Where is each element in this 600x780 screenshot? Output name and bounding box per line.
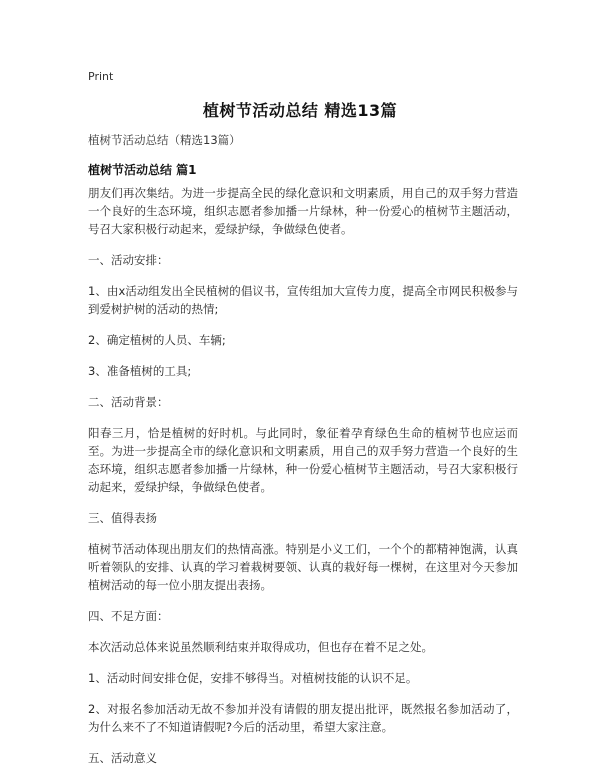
paragraph-shortcoming-2: 2、对报名参加活动无故不参加并没有请假的朋友提出批评，既然报名参加活动了，为什么来不了不知道请假呢?今后的活动里，希望大家注意。 [88, 702, 518, 734]
heading-praise: 三、值得表扬 [88, 511, 157, 525]
paragraph-praise: 植树节活动体现出朋友们的热情高涨。特别是小义工们，一个个的都精神饱满，认真听着领队的安排、认真的学习着栽树要领、认真的栽好每一棵树，在这里对今天参加植树活动的每一位小朋友提出表扬。 [88, 542, 518, 592]
page-title: 植树节活动总结 精选13篇 [202, 101, 398, 120]
paragraph-shortcomings-summary: 本次活动总体来说虽然顺利结束并取得成功，但也存在着不足之处。 [88, 640, 433, 654]
paragraph-shortcoming-1: 1、活动时间安排仓促，安排不够得当。对植树技能的认识不足。 [88, 671, 418, 685]
paragraph-item-2: 2、确定植树的人员、车辆; [88, 333, 226, 347]
document-subtitle: 植树节活动总结（精选13篇） [88, 133, 241, 147]
print-link[interactable]: Print [88, 70, 114, 83]
paragraph-item-1: 1、由x活动组发出全民植树的倡议书，宣传组加大宣传力度，提高全市网民积极参与到爱树护树的活动的热情; [88, 284, 518, 316]
paragraph-intro: 朋友们再次集结。为进一步提高全民的绿化意识和文明素质，用自己的双手努力营造一个良好的生态环境，组织志愿者参加播一片绿林，种一份爱心的植树节主题活动，号召大家积极行动起来，爱绿护绿，争做绿色使者。 [88, 186, 518, 236]
heading-activity-background: 二、活动背景： [88, 395, 169, 409]
heading-significance: 五、活动意义 [88, 751, 157, 765]
heading-shortcomings: 四、不足方面： [88, 609, 169, 623]
paragraph-background: 阳春三月，恰是植树的好时机。与此同时，象征着孕育绿色生命的植树节也应运而至。为进一步提高全市的绿化意识和文明素质，用自己的双手努力营造一个良好的生态环境，组织志愿者参加播一片绿林，种一份爱心植树节主题活动，号召大家积极行动起来，爱绿护绿，争做绿色使者。 [88, 426, 518, 494]
paragraph-item-3: 3、准备植树的工具; [88, 364, 192, 378]
section-heading: 植树节活动总结 篇1 [88, 163, 197, 177]
document-body [88, 184, 518, 780]
heading-activity-arrangement: 一、活动安排： [88, 253, 169, 267]
